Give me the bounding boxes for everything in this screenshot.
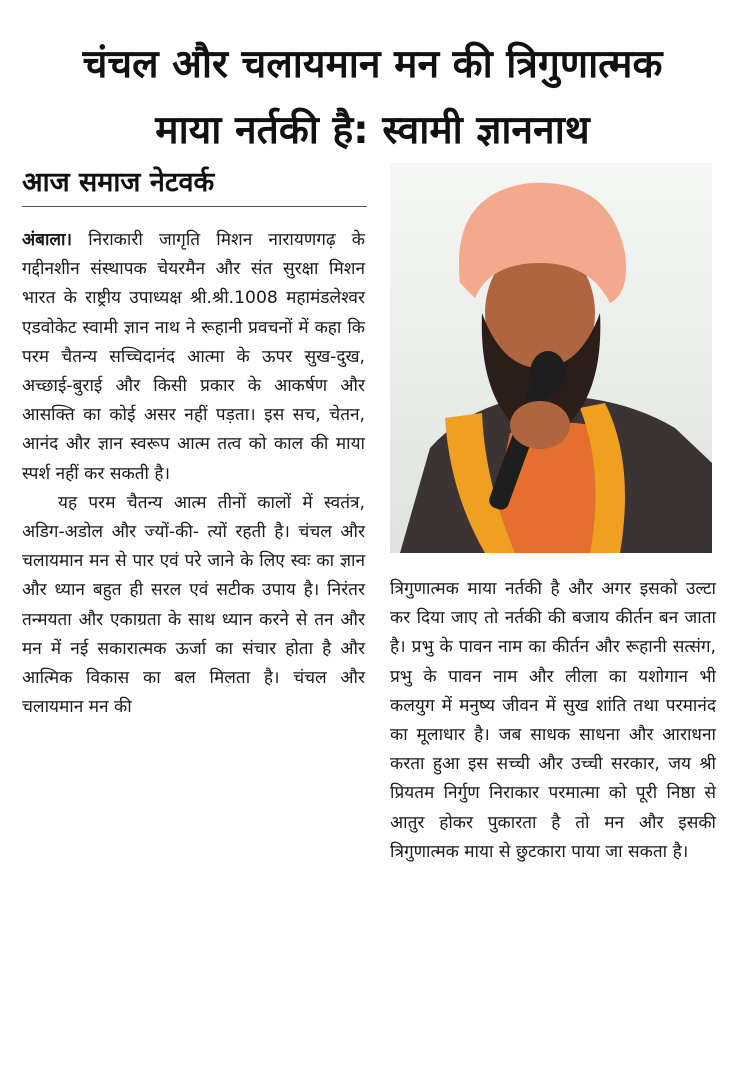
speaker-photo	[390, 163, 712, 553]
speaker-photo-icon	[390, 163, 712, 553]
photo-microphone-head	[530, 351, 566, 395]
article-paragraph-2: यह परम चैतन्य आत्म तीनों कालों में स्वतंत्र, अडिग-अडोल और ज्यों-की- त्यों रहती है। चंचल और चलायमान मन से पार एवं परे जाने के लिए स्वः का ज्ञान और ध्यान बहुत ही सरल एवं सटीक उपाय है। निरंतर तन्मयता और एकाग्रता के साथ ध्यान करने से तन और मन में नई सकारात्मक ऊर्जा का संचार होता है और आत्मिक विकास का बल मिलता है। चंचल और चलायमान मन की	[22, 492, 365, 718]
article-column-2	[390, 575, 716, 867]
headline-line-2: माया नर्तकी है: स्वामी ज्ञाननाथ	[155, 108, 590, 154]
photo-hand	[510, 401, 570, 449]
dateline: अंबाला।	[22, 230, 73, 250]
article-paragraph-1	[22, 226, 365, 489]
byline-divider	[22, 206, 367, 207]
headline-line-1: चंचल और चलायमान मन की त्रिगुणात्मक	[82, 42, 663, 88]
article-paragraph-3: त्रिगुणात्मक माया नर्तकी है और अगर इसको उल्टा कर दिया जाए तो नर्तकी की बजाय कीर्तन बन जाता है। प्रभु के पावन नाम का कीर्तन और रूहानी सत्संग, प्रभु के पावन नाम और लीला का यशोगान भी कलयुग में मनुष्य जीवन में सुख शांति तथा परमानंद का मूलाधार है। जब साधक साधना और आराधना करता हुआ इस सच्ची और उच्ची सरकार, जय श्री प्रियतम निर्गुण निराकार परमात्मा को पूरी निष्ठा से आतुर होकर पुकारता है तो मन और इसकी त्रिगुणात्मक माया से छुटकारा पाया जा सकता है।	[390, 579, 716, 862]
byline: आज समाज नेटवर्क	[22, 167, 215, 198]
article-headline	[10, 32, 735, 164]
article-column-1	[22, 226, 365, 722]
paragraph-1-text: निराकारी जागृति मिशन नारायणगढ़ के गद्दीनशीन संस्थापक चेयरमैन और संत सुरक्षा मिशन भारत के राष्ट्रीय उपाध्यक्ष श्री.श्री.1008 महामंडलेश्वर एडवोकेट स्वामी ज्ञान नाथ ने रूहानी प्रवचनों में कहा कि परम चैतन्य सच्चिदानंद आत्मा के ऊपर सुख-दुख, अच्छाई-बुराई और किसी प्रकार के आकर्षण और आसक्ति का कोई असर नहीं पड़ता। इस सच, चेतन, आनंद और ज्ञान स्वरूप आत्म तत्व को काल की माया स्पर्श नहीं कर सकती है।	[22, 230, 365, 484]
